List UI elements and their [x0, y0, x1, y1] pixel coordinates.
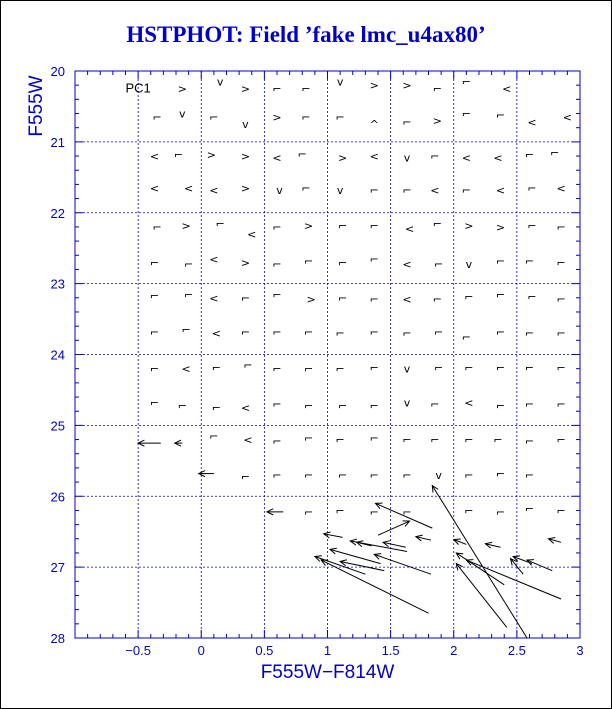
marker: ⌐ [402, 184, 412, 198]
marker: v [216, 75, 224, 89]
marker: ⌐ [209, 111, 219, 125]
marker: < [527, 116, 537, 130]
marker: > [303, 219, 314, 233]
marker: ⌐ [556, 256, 566, 270]
marker: ⌐ [556, 361, 566, 375]
marker: ⌐ [369, 361, 379, 375]
y-tick-label: 21 [50, 134, 65, 150]
chart-title: HSTPHOT: Field ’fake lmc_u4ax80’ [126, 22, 486, 47]
marker: ⌐ [335, 433, 345, 447]
marker: > [464, 219, 474, 233]
marker: ⌐ [272, 362, 282, 376]
marker: ⌐ [556, 398, 566, 412]
marker: ⌐ [524, 254, 535, 268]
marker: < [402, 257, 412, 271]
marker: < [495, 184, 506, 198]
offset-vector-head [432, 486, 438, 493]
marker: ⌐ [181, 323, 191, 337]
marker: ⌐ [184, 288, 194, 302]
marker: ⌐ [550, 146, 560, 160]
marker: ⌐ [433, 257, 444, 271]
marker: ⌐ [524, 468, 535, 482]
marker: ⌐ [495, 505, 506, 519]
marker: ⌐ [173, 148, 184, 162]
marker: < [502, 82, 512, 96]
marker: ⌐ [303, 432, 314, 446]
marker: ⌐ [177, 399, 187, 413]
marker: ⌐ [432, 293, 442, 307]
marker: v [435, 468, 442, 482]
marker: ⌐ [464, 433, 474, 447]
marker: ⌐ [338, 219, 348, 233]
marker: ⌐ [369, 325, 379, 339]
marker: ⌐ [335, 327, 345, 341]
marker: > [369, 79, 379, 93]
x-tick-label: 2 [450, 643, 458, 658]
marker: < [272, 151, 282, 165]
offset-vector [527, 560, 552, 571]
marker: ⌐ [430, 150, 440, 164]
marker: ⌐ [184, 257, 194, 271]
marker: > [181, 219, 191, 233]
marker: ⌐ [152, 220, 162, 234]
marker: ⌐ [524, 361, 535, 375]
marker: ⌐ [369, 432, 379, 446]
marker: ⌐ [272, 220, 282, 234]
y-tick-label: 28 [50, 631, 65, 646]
marker: ⌐ [335, 362, 345, 376]
marker: ⌐ [338, 256, 348, 270]
marker: ⌐ [243, 359, 253, 373]
marker: < [209, 184, 219, 198]
marker: ⌐ [240, 291, 251, 305]
marker: < [404, 222, 415, 236]
y-axis-label: F555W [26, 75, 47, 137]
y-tick-label: 25 [50, 418, 65, 434]
y-tick-label: 22 [50, 205, 65, 221]
marker: ⌐ [338, 399, 348, 413]
marker: < [240, 401, 251, 415]
marker: > [240, 181, 251, 195]
marker: ⌐ [464, 361, 474, 375]
marker: ⌐ [402, 505, 412, 519]
y-tick-label: 26 [50, 489, 65, 505]
marker: ⌐ [493, 433, 503, 447]
marker: ⌐ [303, 468, 314, 482]
marker: ⌐ [209, 430, 219, 444]
marker: ⌐ [211, 401, 222, 415]
x-axis-label: F555W−F814W [260, 662, 395, 683]
offset-vector [466, 560, 561, 599]
marker: ⌐ [303, 505, 314, 519]
offset-vector [456, 553, 504, 585]
marker: ⌐ [464, 504, 474, 518]
marker: ⌐ [369, 184, 379, 198]
marker: ⌐ [430, 398, 440, 412]
marker: ⌐ [461, 107, 471, 121]
marker: ⌐ [556, 327, 566, 341]
marker: ⌐ [556, 504, 566, 518]
offset-vector-head [456, 553, 463, 559]
marker: ⌐ [402, 327, 412, 341]
marker: < [493, 151, 503, 165]
marker: ⌐ [461, 184, 471, 198]
marker: > [495, 220, 506, 234]
marker: v [276, 184, 283, 198]
marker: > [240, 256, 251, 270]
marker: ⌐ [464, 468, 474, 482]
marker: ⌐ [527, 181, 537, 195]
marker: ⌐ [495, 108, 506, 122]
marker: ⌐ [556, 433, 566, 447]
marker: ⌐ [272, 288, 282, 302]
marker: ⌐ [495, 467, 506, 481]
marker: ⌐ [303, 399, 314, 413]
marker: ⌐ [524, 327, 535, 341]
marker: ⌐ [215, 217, 225, 231]
marker: ⌐ [149, 289, 160, 303]
marker: < [209, 252, 219, 266]
marker: ⌐ [433, 361, 444, 375]
marker: ⌐ [149, 325, 160, 339]
marker: < [402, 293, 412, 307]
marker: > [402, 79, 412, 93]
marker: ⌐ [495, 288, 506, 302]
marker: ⌐ [369, 399, 379, 413]
marker: > [206, 148, 216, 162]
marker: ⌐ [301, 181, 311, 195]
marker: v [336, 75, 344, 89]
marker: > [240, 82, 251, 96]
marker: > [177, 82, 187, 96]
marker: < [243, 433, 253, 447]
marker: < [461, 151, 471, 165]
marker: ⌐ [149, 396, 160, 410]
marker: < [556, 181, 566, 195]
marker: ⌐ [335, 504, 345, 518]
marker: ⌐ [272, 398, 282, 412]
x-tick-label: 1 [323, 643, 332, 658]
x-tick-label: 1.5 [381, 643, 400, 658]
marker: ⌐ [495, 361, 506, 375]
marker: ⌐ [338, 468, 348, 482]
marker: ⌐ [272, 325, 282, 339]
marker: ⌐ [303, 362, 314, 376]
x-tick-label: 3 [576, 643, 584, 658]
marker: ⌐ [461, 75, 471, 89]
y-tick-label: 20 [50, 64, 65, 79]
marker: v [179, 107, 186, 121]
marker: v [242, 118, 249, 132]
marker: < [149, 150, 160, 164]
marker: ⌐ [240, 325, 251, 339]
x-tick-label: −0.5 [125, 643, 151, 658]
marker: v [403, 151, 411, 165]
marker: ⌐ [524, 434, 535, 448]
marker: ⌐ [301, 111, 311, 125]
marker: ⌐ [272, 257, 282, 271]
marker: ⌐ [369, 505, 379, 519]
panel-label: PC1 [125, 80, 151, 96]
marker: ⌐ [556, 293, 566, 307]
marker: ⌐ [527, 219, 537, 233]
marker: v [465, 257, 473, 271]
marker: < [369, 150, 379, 164]
marker: ⌐ [556, 220, 566, 234]
marker: < [247, 228, 257, 242]
marker: ⌐ [152, 111, 162, 125]
marker: ⌐ [272, 468, 282, 482]
marker: ⌐ [524, 398, 535, 412]
marker: > [338, 151, 348, 165]
y-tick-label: 23 [50, 276, 65, 292]
marker: ⌐ [369, 293, 379, 307]
marker: ⌐ [297, 147, 307, 161]
marker: ⌐ [402, 433, 412, 447]
marker: ⌐ [272, 82, 282, 96]
marker: ⌐ [211, 361, 222, 375]
x-tick-label: 2.5 [507, 643, 526, 658]
y-tick-label: 27 [50, 560, 65, 576]
marker: ⌐ [272, 434, 282, 448]
marker: ⌐ [301, 82, 311, 96]
x-tick-label: 0.5 [255, 643, 274, 658]
marker: ⌐ [303, 325, 314, 339]
marker: > [272, 111, 282, 125]
marker: ⌐ [369, 219, 379, 233]
marker: < [430, 184, 440, 198]
offset-arrow [374, 554, 431, 574]
marker: ⌐ [524, 148, 535, 162]
marker: ⌐ [495, 399, 506, 413]
marker: > [432, 114, 442, 128]
marker: v [336, 184, 344, 198]
marker: ⌐ [464, 290, 474, 304]
marker: < [181, 362, 191, 376]
marker: < [211, 327, 222, 341]
marker: > [240, 150, 251, 164]
marker: < [464, 396, 474, 410]
marker: ⌐ [495, 325, 506, 339]
y-tick-label: 24 [50, 347, 65, 363]
marker: ⌐ [369, 252, 379, 266]
marker: ⌐ [432, 217, 442, 231]
marker: ⌐ [433, 325, 444, 339]
marker: ^ [369, 118, 379, 132]
marker: v [403, 362, 411, 376]
marker: ⌐ [338, 291, 348, 305]
marker: ⌐ [402, 468, 412, 482]
marker: ⌐ [369, 468, 379, 482]
marker: ⌐ [335, 111, 345, 125]
marker: ⌐ [303, 254, 314, 268]
offset-arrow [330, 549, 381, 563]
marker: ⌐ [527, 290, 537, 304]
marker: ⌐ [149, 256, 160, 270]
marker: ⌐ [402, 116, 412, 130]
marker: < [562, 111, 572, 125]
marker: ⌐ [461, 330, 471, 344]
marker: ⌐ [524, 502, 535, 516]
marker: ⌐ [495, 254, 506, 268]
offset-arrow [350, 541, 407, 552]
marker: v [403, 396, 411, 410]
marker: < [149, 181, 160, 195]
marker: ⌐ [149, 362, 160, 376]
x-tick-label: 0 [197, 643, 205, 658]
marker: < [184, 181, 194, 195]
marker: ⌐ [240, 470, 251, 484]
marker: > [306, 293, 316, 307]
marker: < [209, 291, 219, 305]
offset-vector [378, 521, 410, 535]
marker: ⌐ [430, 433, 440, 447]
marker: ⌐ [432, 82, 442, 96]
